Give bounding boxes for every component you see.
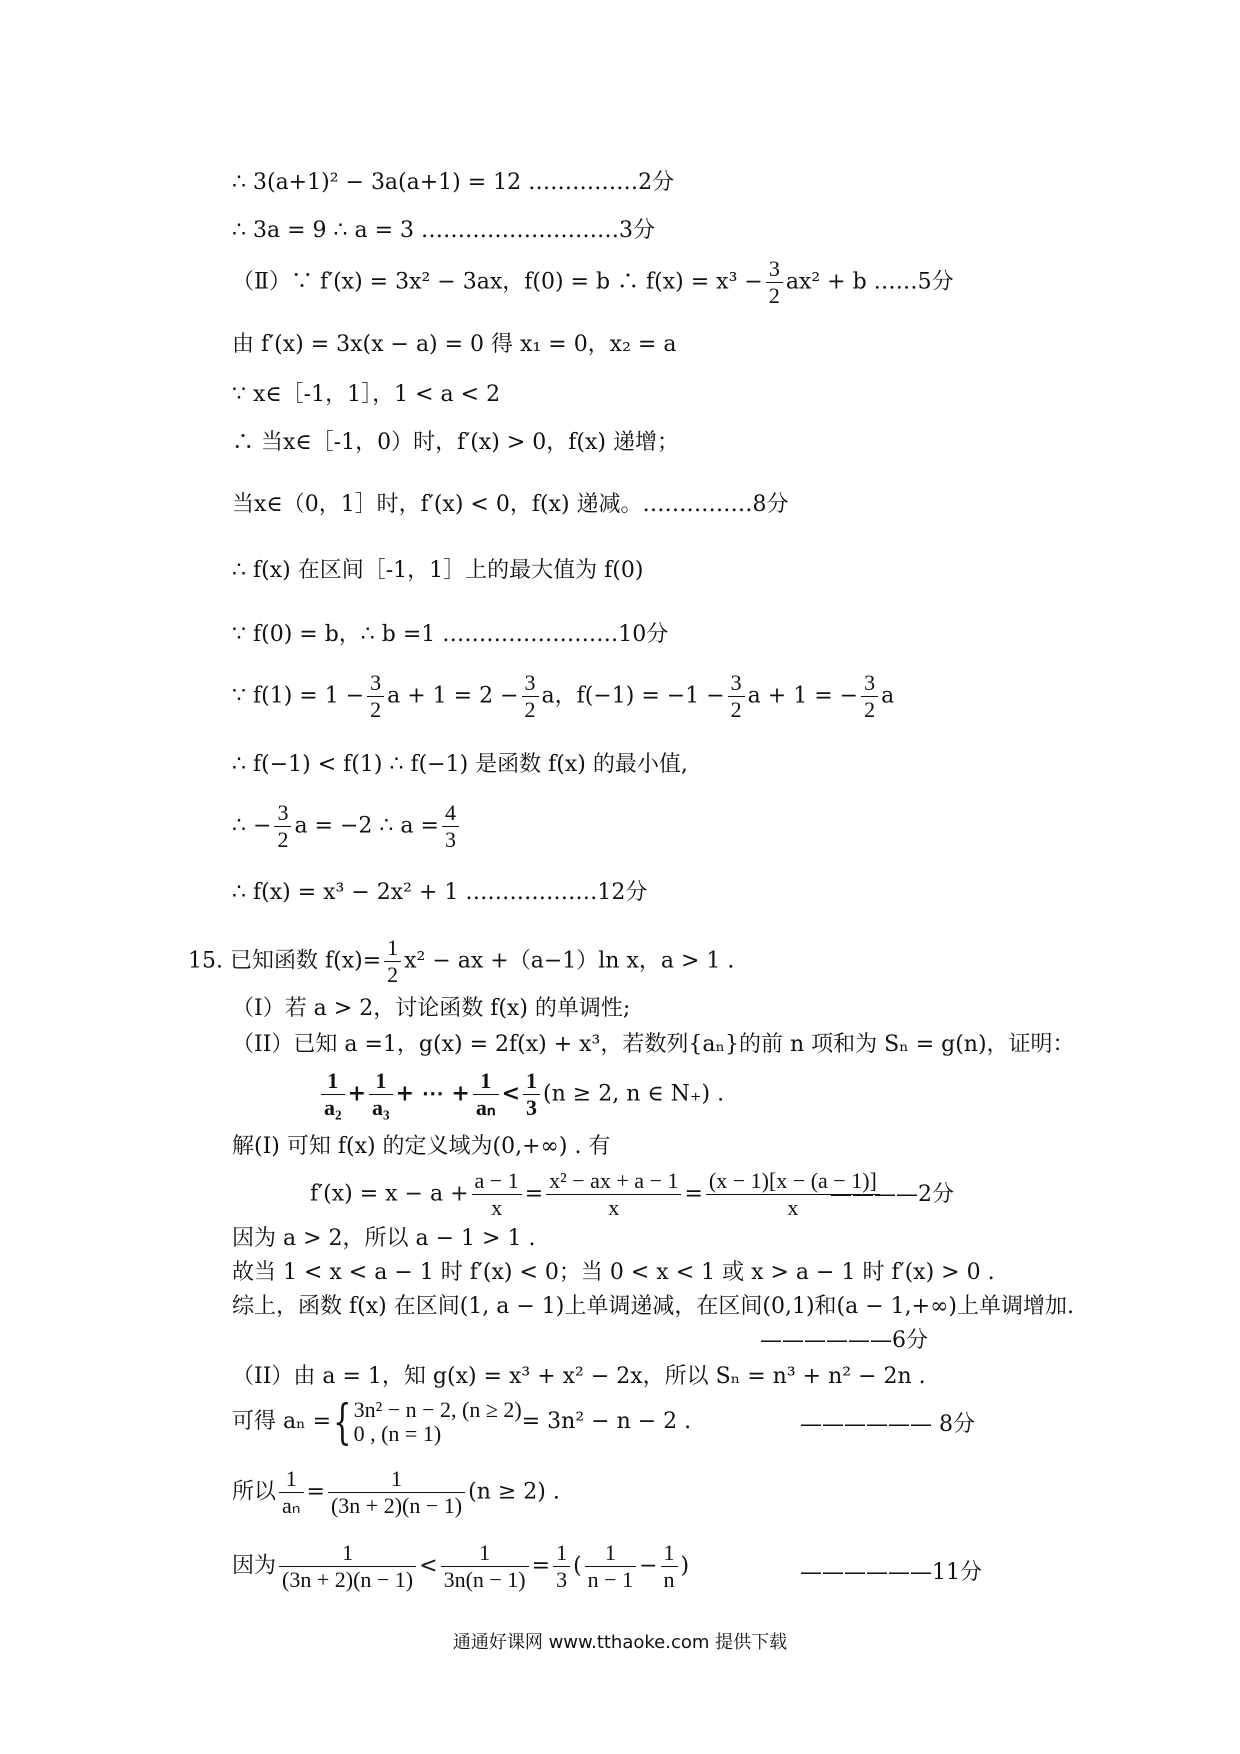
ineq-term-2: $\frac{1}{\text{a₃}}$ bbox=[369, 1068, 393, 1121]
ineq-bound: $\frac{1}{3}$ bbox=[523, 1068, 540, 1121]
solution-s3: 综上，函数 f(x) 在区间(1, a − 1)上单调递减，在区间(0,1)和(a − 1,+∞)上单调增加. bbox=[232, 1294, 1074, 1319]
fraction-four-third: $\frac{4}{3}$ bbox=[442, 800, 459, 853]
s7-frac-2: $\frac{1}{3n(n - 1)}$ bbox=[441, 1540, 529, 1593]
solution-line-6: ∴ 当x∈［-1，0）时，f′(x) > 0，f(x) 递增； bbox=[232, 430, 679, 455]
fraction-one-half: $\frac{1}{2}$ bbox=[384, 935, 401, 988]
solution-1-intro: 解(Ⅰ) 可知 f(x) 的定义域为(0,+∞) . 有 bbox=[232, 1134, 611, 1159]
line3-suffix: ax² + b ……5分 bbox=[785, 269, 954, 295]
problem-15-inequality: $\frac{1}{\text{a₂}}$ + $\frac{1}{\text{a₃}}$ + ⋯ + $\frac{1}{\text{aₙ}}$ < $\frac{1}{3}$ (n ≥ 2, n ∈ N₊) . bbox=[318, 1068, 724, 1121]
solution-s6: 所以 $\frac{1}{\text{aₙ}}$ = $\frac{1}{(3n + 2)(n - 1)}$ (n ≥ 2) . bbox=[232, 1466, 560, 1518]
derivative-score: ————2分 bbox=[830, 1182, 954, 1207]
s5-part-b: = 3n² − n − 2 . bbox=[521, 1409, 692, 1434]
deriv-lhs: f′(x) = x − a + bbox=[310, 1181, 469, 1207]
page-footer: 通通好课网 www.tthaoke.com 提供下载 bbox=[452, 1632, 788, 1653]
s6-frac-1: $\frac{1}{\text{aₙ}}$ bbox=[279, 1466, 304, 1519]
fraction-three-half: $\frac{3}{2}$ bbox=[766, 256, 783, 309]
line3-text: （Ⅱ）∵ f′(x) = 3x² − 3ax，f(0) = b ∴ f(x) = x³ − bbox=[232, 269, 763, 295]
solution-line-3 bbox=[232, 256, 954, 309]
solution-line-12 bbox=[232, 800, 462, 853]
s7-frac-1: $\frac{1}{(3n + 2)(n - 1)}$ bbox=[279, 1540, 416, 1593]
solution-line-13: ∴ f(x) = x³ − 2x² + 1 ………………12分 bbox=[232, 880, 648, 905]
deriv-frac-2: $\frac{\text{x² − ax + a − 1}}{x}$ bbox=[546, 1168, 681, 1221]
piecewise-cases: 3n² − n − 2, (n ≥ 2) 0 , (n = 1) bbox=[353, 1397, 522, 1446]
solution-s5-score: —————— 8分 bbox=[800, 1412, 975, 1437]
l10-part-c: a，f(−1) = −1 − bbox=[541, 683, 725, 709]
problem-15-part2: （II）已知 a =1，g(x) = 2f(x) + x³，若数列{aₙ}的前 n 项和为 Sₙ = g(n)，证明： bbox=[232, 1032, 1075, 1057]
s7-frac-3: $\frac{1}{3}$ bbox=[553, 1540, 570, 1593]
problem-15-part1: （Ⅰ）若 a > 2，讨论函数 f(x) 的单调性; bbox=[232, 996, 631, 1021]
solution-line-1: ∴ 3(a+1)² − 3a(a+1) = 12 ……………2分 bbox=[232, 170, 675, 195]
l10-part-d: a + 1 = − bbox=[747, 683, 859, 709]
ineq-term-1: $\frac{1}{\text{a₂}}$ bbox=[321, 1068, 345, 1121]
l10-part-a: ∵ f(1) = 1 − bbox=[232, 683, 365, 709]
solution-line-11: ∴ f(−1) < f(1) ∴ f(−1) 是函数 f(x) 的最小值, bbox=[232, 752, 688, 777]
s7-frac-4: $\frac{1}{n - 1}$ bbox=[585, 1540, 636, 1593]
solution-s5 bbox=[232, 1394, 692, 1450]
s5-part-a: 可得 aₙ = bbox=[232, 1409, 332, 1434]
left-brace-icon: { bbox=[333, 1394, 352, 1450]
solution-s1: 因为 a > 2，所以 a − 1 > 1 . bbox=[232, 1226, 536, 1251]
solution-s2: 故当 1 < x < a − 1 时 f′(x) < 0；当 0 < x < 1 或 x > a − 1 时 f′(x) > 0 . bbox=[232, 1260, 995, 1285]
l12-part-b: a = −2 ∴ a = bbox=[294, 813, 439, 839]
l12-part-a: ∴ − bbox=[232, 813, 272, 839]
solution-s7-score: ——————11分 bbox=[800, 1560, 982, 1585]
solution-line-2: ∴ 3a = 9 ∴ a = 3 ………………………3分 bbox=[232, 218, 656, 243]
s7-part-a: 因为 bbox=[232, 1553, 277, 1579]
solution-line-8: ∴ f(x) 在区间［-1，1］上的最大值为 f(0) bbox=[232, 558, 644, 583]
problem-15-stem bbox=[188, 935, 734, 988]
fraction-three-half: $\frac{3}{2}$ bbox=[274, 800, 291, 853]
fraction-three-half: $\frac{3}{2}$ bbox=[728, 670, 745, 723]
deriv-frac-3: $\frac{(x - 1)[x - (a - 1)]}{x}$ bbox=[706, 1168, 880, 1221]
ineq-tail: (n ≥ 2, n ∈ N₊) . bbox=[543, 1081, 725, 1107]
solution-s3-score: ——————6分 bbox=[760, 1328, 928, 1353]
solution-line-10 bbox=[232, 670, 894, 723]
fraction-three-half: $\frac{3}{2}$ bbox=[367, 670, 384, 723]
solution-line-4: 由 f′(x) = 3x(x − a) = 0 得 x₁ = 0，x₂ = a bbox=[232, 332, 677, 357]
fraction-three-half: $\frac{3}{2}$ bbox=[522, 670, 539, 723]
deriv-frac-1: $\frac{a - 1}{x}$ bbox=[472, 1168, 522, 1221]
ineq-term-n: $\frac{1}{\text{aₙ}}$ bbox=[473, 1068, 499, 1121]
s6-frac-2: $\frac{1}{(3n + 2)(n - 1)}$ bbox=[328, 1466, 465, 1519]
solution-s7: 因为 $\frac{1}{(3n + 2)(n - 1)}$ < $\frac{1}{3n(n - 1)}$ = $\frac{1}{3}$ ( $\frac{1}{n - 1}$ − $\frac{1}{n}$ ) bbox=[232, 1540, 690, 1592]
s7-frac-5: $\frac{1}{n}$ bbox=[661, 1540, 678, 1593]
stem-part-b: x² − ax +（a−1）ln x，a > 1 . bbox=[404, 948, 735, 974]
fraction-three-half: $\frac{3}{2}$ bbox=[861, 670, 878, 723]
solution-line-5: ∵ x∈［-1，1］，1 < a < 2 bbox=[232, 382, 501, 407]
solution-line-9: ∵ f(0) = b，∴ b =1 ……………………10分 bbox=[232, 622, 669, 647]
s6-part-a: 所以 bbox=[232, 1479, 277, 1505]
l10-part-b: a + 1 = 2 − bbox=[387, 683, 519, 709]
solution-line-7: 当x∈（0，1］时，f′(x) < 0，f(x) 递减。……………8分 bbox=[232, 492, 789, 517]
solution-s4: （II）由 a = 1，知 g(x) = x³ + x² − 2x，所以 Sₙ = n³ + n² − 2n . bbox=[232, 1364, 926, 1389]
s6-part-b: (n ≥ 2) . bbox=[468, 1479, 560, 1505]
l10-part-e: a bbox=[881, 683, 895, 709]
stem-part-a: 15. 已知函数 f(x)= bbox=[188, 948, 382, 974]
derivative-line: f′(x) = x − a + $\frac{a - 1}{x}$ = $\frac{\text{x² − ax + a − 1}}{x}$ = $\frac{(x - 1)[x - (a - 1)]}{x}$ bbox=[310, 1168, 883, 1221]
